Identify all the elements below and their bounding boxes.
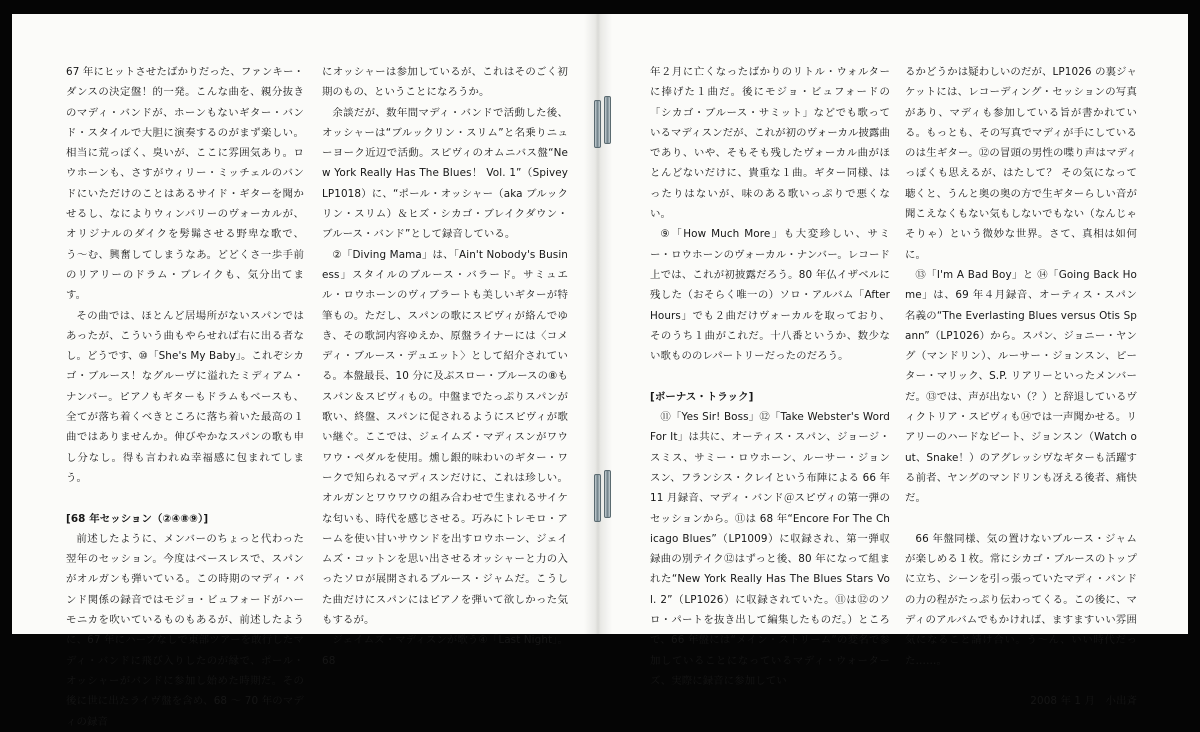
- section-heading: [68 年セッション（②④⑧⑨）]: [66, 512, 209, 525]
- body-paragraph: にオッシャーは参加しているが、これはそのごく初期のもの、ということになろうか。: [322, 66, 568, 99]
- body-paragraph: るかどうかは疑わしいのだが、LP1026 の裏ジャケットには、レコーディング・セッションの写真があり、マディも参加している旨が書かれている。もっとも、その写真でマディが手にしているのは生ギター。⑫の冒頭の男性の喋り声はマディっぽくも思えるが、はたして？ その気になって聴くと、うんと奥の奥の方で生ギターらしい音が聞こえなくもない気もしないでもない（なんじゃそりゃ）という微妙な世界。さて、真相は如何に。: [905, 66, 1137, 261]
- body-paragraph: 年２月に亡くなったばかりのリトル・ウォルターに捧げた１曲だ。後にモジョ・ビュフォードの「シカゴ・ブルース・サミット」などでも歌っているマディスンだが、これが初のヴォーカル披露曲であり、いや、そもそも残したヴォーカル曲がほとんどないだけに、貴重な１曲。ギター同様、はったりはないが、味のある歌いっぷりで悪くない。: [650, 66, 890, 221]
- staple-top-left: [594, 100, 601, 148]
- body-paragraph: その曲では、ほとんど居場所がないスパンではあったが、こういう曲もやらせれば右に出る者なし。どうです、⑩「She's My Baby」。これぞシカゴ・ブルース！なグルーヴに溢れたミディアム・ナンバー。ピアノもギターもドラムもベースも、全てが落ち着くべきところに落ち着いた最高の１曲ではありませんか。伸びやかなスパンの歌も申し分なし。得も言われぬ幸福感に包まれてしまう。: [66, 309, 304, 484]
- text-column-2: [322, 62, 568, 667]
- body-paragraph: ②「Diving Mama」は、「Ain't Nobody's Business」スタイルのブルース・バラード。サミュエル・ロウホーンのヴィブラートも美しいギターが特筆もの。ただし、スパンの歌にスピヴィが絡んでゆき、その歌詞内容ゆえか、原盤ライナーには〈コメディ・ブルース・デュエット〉として紹介されている。本盤最長、10 分に及ぶスロー・ブルースの⑧もスパン＆スピヴィもの。中盤までたっぷりスパンが歌い、終盤、スパンに促されるようにスピヴィが歌い継ぐ。ここでは、ジェイムズ・マディスンがワウワウ・ペダルを使用。燻し銀的味わいのギター・ワークで知られるマディスンだけに、これは珍しい。オルガンとワウワウの組み合わせで生まれるサイケな匂いも、時代を感じさせる。巧みにトレモロ・アームを使い甘いサウンドを出すロウホーン、ジェイムズ・コットンを思い出させるオッシャーと力の入ったソロが展開されるブルース・ジャムだ。こうした曲だけにスパンにはピアノを弾いて欲しかった気もするが。: [322, 248, 568, 627]
- staple-top-right: [604, 96, 611, 144]
- text-column-1: [66, 62, 304, 728]
- body-paragraph: ⑨「How Much More」も大変珍しい、サミー・ロウホーンのヴォーカル・ナンバー。レコード上では、これが初披露だろう。80 年仏イザベルに残した（おそらく唯一の）ソロ・アルバム「After Hours」でも２曲だけヴォーカルを取っており、そのうち１曲がこれだ。十八番というか、数少ない歌もののレパートリーだったのだろう。: [650, 228, 890, 363]
- body-paragraph: ジェイムズ・マディスンが歌う④「Last Night」。68: [322, 634, 568, 667]
- text-column-3: [650, 62, 890, 687]
- body-paragraph: ⑪「Yes Sir! Boss」⑫「Take Webster's Word For It」は共に、オーティス・スパン、ジョージ・スミス、サミー・ロウホーン、ルーサー・ジョンスン、フランシス・クレイという布陣による 66 年 11 月録音、マディ・バンド＠スピヴィの第一弾のセッションから。⑪は 68 年“Encore For The Chicago Blues”（LP1009）に収録され、第一弾収録曲の別テイク⑫はずっと後、80 年になって組まれた“New York Really Has The Blues Stars Vol. 2”（LP1026）に収録されていた。⑪は⑫のソロ・パートを抜き出して編集したものだ。）ところで、66 年盤には“メイン・ストリーム”の変名で参加していることになっているマディ・ウォーターズ、実際に録音に参加してい: [650, 411, 890, 687]
- body-paragraph: 67 年にヒットさせたばかりだった、ファンキー・ダンスの決定盤！的一発。こんな曲を、親分抜きのマディ・バンドが、ホーンもないギター・バンド・スタイルで大胆に演奏するのがまず楽しい。相当に荒っぽく、臭いが、ここに雰囲気あり。ロウホーンも、さすがウィリー・ミッチェルのバンドにいただけのことはあるサイド・ギターを聞かせるし、なによりウィンバリーのヴォーカルが、オリジナルのダイクを髣髴させる野卑な歌で、う〜む、興奮してしまうなあ。どどくさ一歩手前のリアリーのドラム・ブレイクも、気分出てます。: [66, 66, 304, 302]
- signature-line: 2008 年 1 月 小出斉: [1030, 695, 1137, 708]
- paragraph-spacer: [905, 671, 1137, 691]
- staple-bottom-left: [594, 474, 601, 522]
- paragraph-spacer: [66, 488, 304, 508]
- body-paragraph: 前述したように、メンバーのちょっと代わった翌年のセッション。今度はベースレスで、スパンがオルガンも弾いている。この時期のマディ・バンド関係の録音ではモジョ・ビュフォードがハーモニカを吹いているものもあるが、前述したように、67 年にハープなしで東部ツアーを敢行したマディ・バンドに飛び入りしたのが縁で、ポール・オッシャーがバンドに参加し始めた時期だ。その後に世に出たライヴ盤を含め、68 〜 70 年のマディの録音: [66, 532, 304, 728]
- body-paragraph: 余談だが、数年間マディ・バンドで活動した後、オッシャーは“ブルックリン・スリム”と名乗りニューヨーク近辺で活動。スピヴィのオムニバス盤“New York Really Has The Blues！ Vol. 1”（Spivey LP1018）に、“ポール・オッシャー（aka ブルックリン・スリム）＆ヒズ・シカゴ・ブレイクダウン・ブルース・バンド”として録音している。: [322, 106, 568, 241]
- body-paragraph: ⑬「I'm A Bad Boy」と ⑭「Going Back Home」は、69 年４月録音、オーティス・スパン名義の“The Everlasting Blues versus Otis Spann”（LP1026）から。スパン、ジョニー・ヤング（マンドリン）、ルーサー・ジョンスン、ピーター・マリック、S.P. リアリーといったメンバーだ。⑬では、声が出ない（？）と辞退しているヴィクトリア・スピヴィも⑭では一声聞かせる。リアリーのハードなビート、ジョンスン（Watch out、Snake！）のアグレッシヴなギターも活躍する前者、ヤングのマンドリンも冴える後者、痛快だ。: [905, 268, 1137, 505]
- section-heading: [ボーナス・トラック]: [650, 390, 754, 403]
- body-paragraph: 66 年盤同様、気の置けないブルース・ジャムが楽しめる１枚。常にシカゴ・ブルースのトップに立ち、シーンを引っ張っていたマディ・バンドの力の程がたっぷり伝わってくる。この後に、マディのアルバムでもかければ、ますますいい雰囲気になること請け合い。う〜ん、いい時代だった……。: [905, 532, 1137, 667]
- paragraph-spacer: [650, 366, 890, 386]
- paragraph-spacer: [905, 509, 1137, 529]
- staple-bottom-right: [604, 470, 611, 518]
- text-column-4: [905, 62, 1137, 708]
